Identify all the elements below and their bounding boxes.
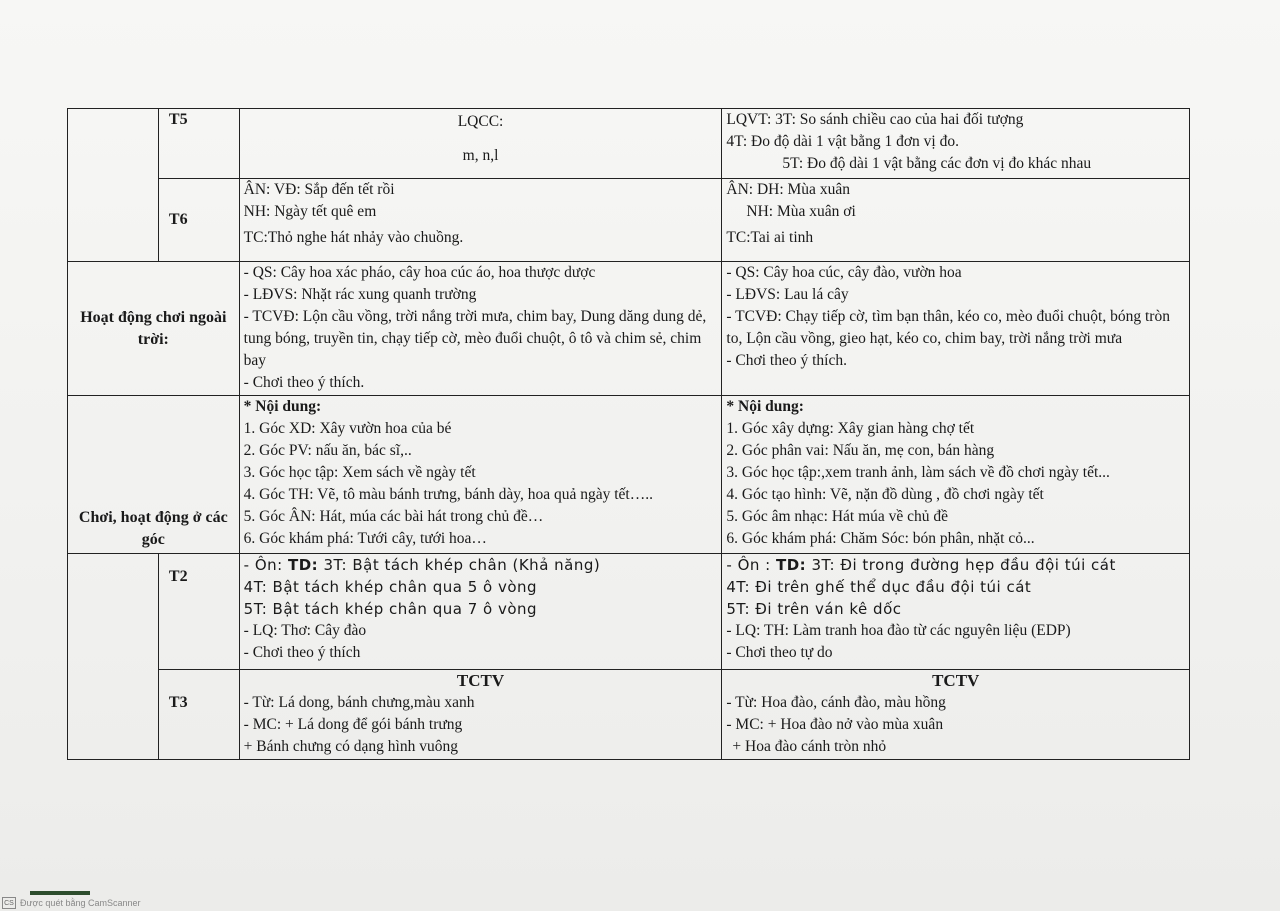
t5-col1-line: m, n,l [462, 147, 499, 164]
t2-col1-bold: TD: [288, 556, 319, 574]
t2-col1 [239, 554, 722, 670]
corners-col1-line: 2. Góc PV: nấu ăn, bác sĩ,.. [243, 442, 412, 459]
t2-col2-bold: TD: [775, 556, 807, 574]
t3-col2-line: + Hoa đào cánh tròn nhỏ [732, 738, 887, 755]
t6-col1 [239, 179, 722, 262]
day-label-t2: T2 [158, 554, 239, 670]
t5-col2-line: 4T: Đo độ dài 1 vật bằng 1 đơn vị đo. [726, 133, 959, 150]
scan-edge-mark [30, 891, 90, 895]
outdoor-col2-line: - Chơi theo ý thích. [726, 352, 847, 369]
corners-col1-title: * Nội dung: [243, 398, 322, 415]
t2-col2-line: 5T: Đi trên ván kê dốc [726, 600, 902, 618]
t3-col2-line: - Từ: Hoa đào, cánh đào, màu hồng [726, 694, 946, 711]
outdoor-col1-line: - TCVĐ: Lộn cầu vồng, trời nắng trời mưa, chim bay, Dung dăng dung dẻ, tung bóng, truyền tin, chạy tiếp cờ, mèo đuổi chuột, ô tô và chim sẻ, chim bay [243, 308, 707, 369]
t2-col2-line: - Chơi theo tự do [726, 644, 833, 661]
t2-col2 [722, 554, 1190, 670]
table-row-t6 [68, 179, 1190, 262]
empty-label-cell [68, 554, 159, 760]
corners-col1-line: 1. Góc XD: Xây vườn hoa của bé [243, 420, 452, 437]
corners-col2-line: 5. Góc âm nhạc: Hát múa về chủ đề [726, 508, 949, 525]
t2-col1-line: 5T: Bật tách khép chân qua 7 ô vòng [243, 600, 538, 618]
t3-col1-line: - MC: + Lá dong để gói bánh trưng [243, 716, 463, 733]
corners-col1-line: 4. Góc TH: Vẽ, tô màu bánh trưng, bánh dày, hoa quả ngày tết….. [243, 486, 653, 503]
t2-col1-first-line [244, 554, 718, 576]
corners-col1-line: 3. Góc học tập: Xem sách về ngày tết [243, 464, 476, 481]
t2-col2-first-line [726, 554, 1185, 576]
corners-col2-line: 3. Góc học tập:,xem tranh ảnh, làm sách về đồ chơi ngày tết... [726, 464, 1110, 481]
corners-col1-line: 6. Góc khám phá: Tưới cây, tưới hoa… [243, 530, 487, 547]
table-row-t5 [68, 109, 1190, 179]
outdoor-col2 [722, 262, 1190, 396]
t3-col1-line: + Bánh chưng có dạng hình vuông [243, 738, 458, 755]
t6-col2-line: TC:Tai ai tinh [726, 229, 814, 246]
corners-col2-line: 1. Góc xây dựng: Xây gian hàng chợ tết [726, 420, 975, 437]
t3-col1-line: - Từ: Lá dong, bánh chưng,màu xanh [243, 694, 475, 711]
corners-col2-line: 2. Góc phân vai: Nấu ăn, mẹ con, bán hàng [726, 442, 995, 459]
table-row-corners [68, 396, 1190, 554]
corners-col2 [722, 396, 1190, 554]
scanner-watermark [0, 897, 141, 909]
camscanner-logo: CS [2, 897, 16, 909]
t5-col2-line: LQVT: 3T: So sánh chiều cao của hai đối tượng [726, 111, 1024, 128]
section-label-outdoor: Hoạt động chơi ngoài trời: [68, 262, 240, 396]
corners-col1 [239, 396, 722, 554]
lesson-plan-table [67, 108, 1190, 760]
outdoor-col1-line: - Chơi theo ý thích. [243, 374, 365, 391]
outdoor-col1-line: - LĐVS: Nhặt rác xung quanh trường [243, 286, 477, 303]
day-label-t3: T3 [158, 670, 239, 760]
outdoor-col2-line: - LĐVS: Lau lá cây [726, 286, 849, 303]
outdoor-col2-line: - QS: Cây hoa cúc, cây đào, vườn hoa [726, 264, 962, 281]
day-label-t6: T6 [158, 179, 239, 262]
corners-col2-title: * Nội dung: [726, 398, 804, 415]
t2-col1-line: - Chơi theo ý thích [243, 644, 361, 661]
corners-col1-line: 5. Góc ÂN: Hát, múa các bài hát trong chủ đề… [243, 508, 544, 525]
t6-col1-line: NH: Ngày tết quê em [243, 203, 377, 220]
table-row-outdoor [68, 262, 1190, 396]
t2-col2-rest: 3T: Đi trong đường hẹp đầu đội túi cát [806, 556, 1116, 574]
outdoor-col2-line: - TCVĐ: Chạy tiếp cờ, tìm bạn thân, kéo co, mèo đuổi chuột, bóng tròn to, Lộn cầu vồng, gieo hạt, kéo co, chim bay, trời nắng trời mưa [726, 308, 1170, 347]
t2-col1-line: - LQ: Thơ: Cây đào [243, 622, 367, 639]
t3-col2-line: - MC: + Hoa đào nở vào mùa xuân [726, 716, 944, 733]
t6-col1-line: ÂN: VĐ: Sắp đến tết rồi [243, 181, 395, 198]
t3-col2-title: TCTV [932, 671, 980, 690]
t5-col2 [722, 109, 1190, 179]
t5-col2-line: 5T: Đo độ dài 1 vật bằng các đơn vị đo khác nhau [782, 155, 1092, 172]
t3-col1-title: TCTV [456, 671, 505, 690]
t2-col2-prefix: - Ôn : [726, 556, 776, 574]
t3-col2 [722, 670, 1190, 760]
t3-col1 [239, 670, 722, 760]
t6-col1-line: TC:Thỏ nghe hát nhảy vào chuồng. [243, 229, 464, 246]
table-row-t2 [68, 554, 1190, 670]
outdoor-col1 [239, 262, 722, 396]
t2-col2-line: - LQ: TH: Làm tranh hoa đào từ các nguyên liệu (EDP) [726, 622, 1071, 639]
table-row-t3 [68, 670, 1190, 760]
t2-col1-rest: 3T: Bật tách khép chân (Khả năng) [318, 556, 601, 574]
t2-col2-line: 4T: Đi trên ghế thể dục đầu đội túi cát [726, 578, 1032, 596]
outdoor-col1-line: - QS: Cây hoa xác pháo, cây hoa cúc áo, hoa thược dược [243, 264, 596, 281]
t5-col1 [239, 109, 722, 179]
t6-col2-line: ÂN: DH: Mùa xuân [726, 181, 850, 198]
t2-col1-line: 4T: Bật tách khép chân qua 5 ô vòng [243, 578, 538, 596]
t6-col2-line: NH: Mùa xuân ơi [746, 203, 856, 220]
day-label-t5: T5 [158, 109, 239, 179]
camscanner-text: Được quét bằng CamScanner [20, 898, 141, 908]
corners-col2-line: 4. Góc tạo hình: Vẽ, nặn đồ dùng , đồ chơi ngày tết [726, 486, 1044, 503]
section-label-corners: Chơi, hoạt động ở các góc [68, 396, 240, 554]
t2-col1-prefix: - Ôn: [243, 556, 288, 574]
corners-col2-line: 6. Góc khám phá: Chăm Sóc: bón phân, nhặt cỏ... [726, 530, 1035, 547]
t5-col1-line: LQCC: [457, 113, 504, 130]
empty-label-cell [68, 109, 159, 262]
t6-col2 [722, 179, 1190, 262]
